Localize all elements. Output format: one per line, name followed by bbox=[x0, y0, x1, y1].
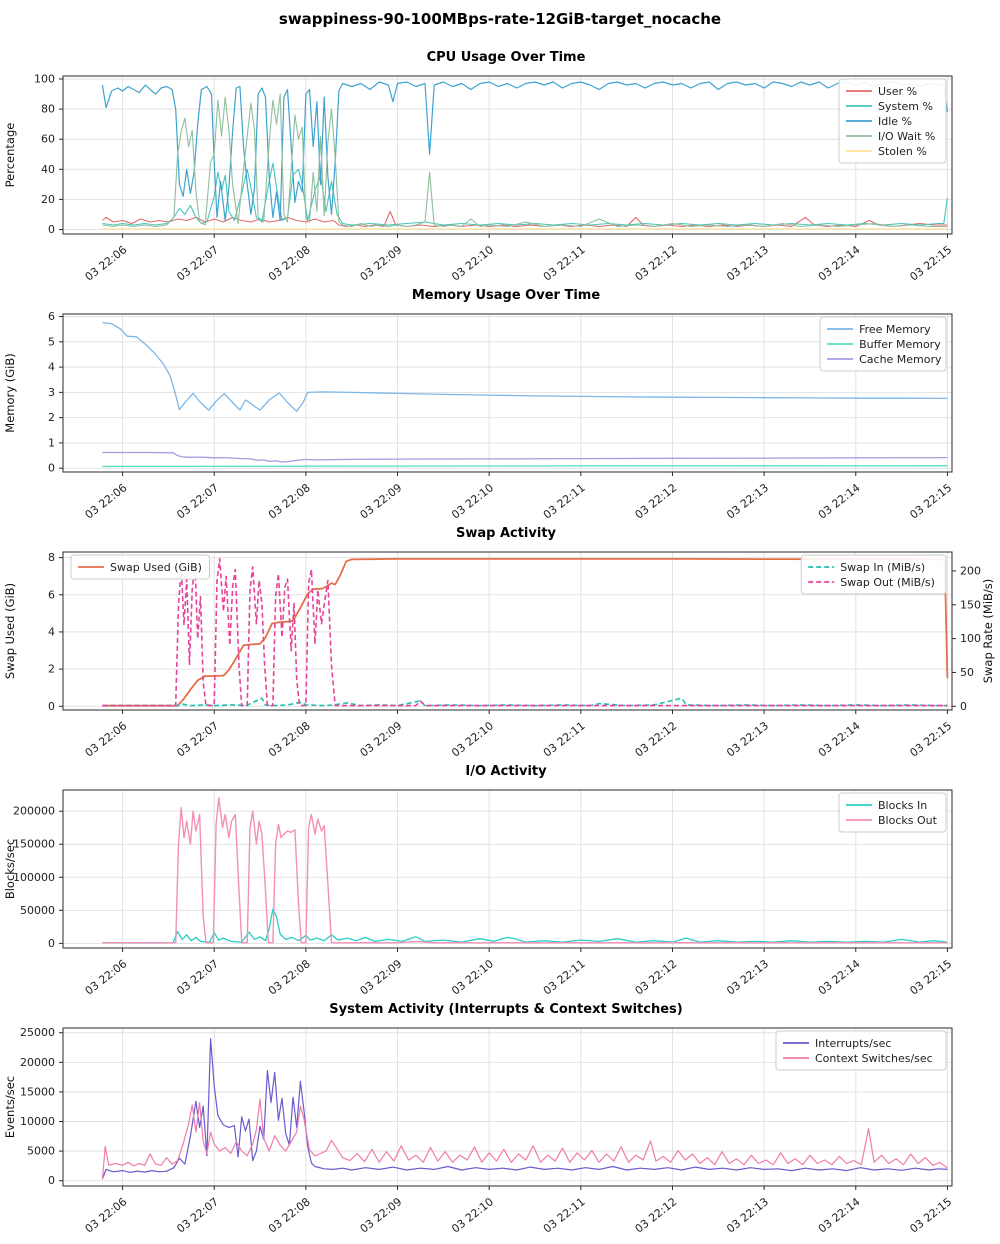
svg-text:200: 200 bbox=[960, 564, 981, 578]
svg-text:03 22:09: 03 22:09 bbox=[357, 481, 405, 522]
svg-text:03 22:11: 03 22:11 bbox=[540, 957, 588, 998]
svg-text:50: 50 bbox=[960, 665, 974, 679]
svg-text:40: 40 bbox=[41, 162, 55, 176]
system-activity-chart bbox=[0, 1002, 1000, 1240]
memory-usage-chart-title: Memory Usage Over Time bbox=[411, 288, 601, 303]
svg-text:03 22:09: 03 22:09 bbox=[357, 1195, 405, 1236]
svg-text:03 22:14: 03 22:14 bbox=[815, 719, 863, 760]
svg-text:03 22:10: 03 22:10 bbox=[449, 719, 497, 760]
svg-text:Context Switches/sec: Context Switches/sec bbox=[815, 1051, 933, 1065]
system-activity-plot bbox=[0, 1022, 1000, 1240]
svg-text:5: 5 bbox=[48, 335, 55, 349]
svg-text:User %: User % bbox=[878, 84, 918, 98]
svg-text:0: 0 bbox=[48, 461, 55, 475]
svg-text:2: 2 bbox=[48, 662, 55, 676]
svg-text:200000: 200000 bbox=[13, 804, 55, 818]
svg-text:Percentage: Percentage bbox=[3, 122, 17, 188]
svg-text:Interrupts/sec: Interrupts/sec bbox=[815, 1036, 892, 1050]
svg-text:03 22:09: 03 22:09 bbox=[357, 957, 405, 998]
svg-text:Swap Out (MiB/s): Swap Out (MiB/s) bbox=[840, 575, 935, 589]
cpu-usage-chart-title: CPU Usage Over Time bbox=[426, 50, 586, 65]
svg-text:03 22:15: 03 22:15 bbox=[907, 1195, 955, 1236]
memory-usage-plot bbox=[0, 308, 1000, 526]
svg-text:03 22:06: 03 22:06 bbox=[82, 243, 130, 284]
svg-text:Events/sec: Events/sec bbox=[3, 1075, 17, 1139]
svg-text:03 22:12: 03 22:12 bbox=[632, 719, 680, 760]
io-activity-plot bbox=[0, 784, 1000, 1002]
svg-text:6: 6 bbox=[48, 588, 55, 602]
svg-text:100: 100 bbox=[34, 72, 55, 86]
svg-text:03 22:14: 03 22:14 bbox=[815, 957, 863, 998]
svg-text:03 22:13: 03 22:13 bbox=[724, 243, 771, 284]
svg-text:03 22:14: 03 22:14 bbox=[815, 243, 863, 284]
svg-text:Free Memory: Free Memory bbox=[859, 322, 931, 336]
io-activity-chart-title: I/O Activity bbox=[465, 764, 547, 779]
svg-text:03 22:14: 03 22:14 bbox=[815, 1195, 863, 1236]
svg-text:100: 100 bbox=[960, 632, 981, 646]
svg-text:03 22:12: 03 22:12 bbox=[632, 481, 680, 522]
svg-text:Blocks Out: Blocks Out bbox=[878, 813, 937, 827]
svg-text:03 22:10: 03 22:10 bbox=[449, 481, 497, 522]
svg-text:03 22:06: 03 22:06 bbox=[82, 481, 130, 522]
svg-text:03 22:15: 03 22:15 bbox=[907, 481, 955, 522]
svg-text:1: 1 bbox=[48, 436, 55, 450]
cpu-usage-plot bbox=[0, 70, 1000, 288]
svg-text:03 22:07: 03 22:07 bbox=[174, 957, 222, 998]
svg-text:4: 4 bbox=[48, 360, 55, 374]
svg-text:System %: System % bbox=[878, 99, 933, 113]
svg-text:60: 60 bbox=[41, 132, 55, 146]
svg-text:03 22:07: 03 22:07 bbox=[174, 243, 222, 284]
svg-text:03 22:11: 03 22:11 bbox=[540, 243, 588, 284]
svg-text:4: 4 bbox=[48, 625, 55, 639]
svg-text:15000: 15000 bbox=[20, 1085, 55, 1099]
svg-text:Swap In (MiB/s): Swap In (MiB/s) bbox=[840, 560, 926, 574]
svg-text:80: 80 bbox=[41, 102, 55, 116]
svg-text:0: 0 bbox=[48, 699, 55, 713]
svg-text:03 22:15: 03 22:15 bbox=[907, 957, 955, 998]
svg-text:100000: 100000 bbox=[13, 870, 55, 884]
cpu-usage-chart bbox=[0, 50, 1000, 288]
svg-text:Cache Memory: Cache Memory bbox=[859, 352, 942, 366]
svg-text:03 22:08: 03 22:08 bbox=[265, 243, 313, 284]
svg-text:03 22:07: 03 22:07 bbox=[174, 1195, 222, 1236]
svg-text:Swap Used (GiB): Swap Used (GiB) bbox=[110, 560, 202, 574]
svg-text:Swap Used (GiB): Swap Used (GiB) bbox=[3, 582, 17, 680]
svg-text:0: 0 bbox=[48, 1174, 55, 1188]
svg-text:03 22:11: 03 22:11 bbox=[540, 481, 588, 522]
swap-activity-chart-title: Swap Activity bbox=[455, 526, 557, 541]
svg-text:03 22:13: 03 22:13 bbox=[724, 1195, 771, 1236]
svg-text:5000: 5000 bbox=[27, 1144, 55, 1158]
svg-text:25000: 25000 bbox=[20, 1026, 55, 1040]
svg-text:0: 0 bbox=[48, 936, 55, 950]
svg-text:03 22:06: 03 22:06 bbox=[82, 719, 130, 760]
svg-text:03 22:10: 03 22:10 bbox=[449, 243, 497, 284]
svg-text:Idle %: Idle % bbox=[878, 114, 912, 128]
svg-text:50000: 50000 bbox=[20, 903, 55, 917]
svg-text:03 22:08: 03 22:08 bbox=[265, 1195, 313, 1236]
svg-text:Stolen %: Stolen % bbox=[878, 144, 927, 158]
svg-text:03 22:10: 03 22:10 bbox=[449, 957, 497, 998]
svg-text:03 22:10: 03 22:10 bbox=[449, 1195, 497, 1236]
svg-text:03 22:12: 03 22:12 bbox=[632, 243, 680, 284]
figure-title: swappiness-90-100MBps-rate-12GiB-target_nocache bbox=[278, 10, 722, 28]
svg-text:20: 20 bbox=[41, 192, 55, 206]
svg-text:03 22:11: 03 22:11 bbox=[540, 719, 588, 760]
svg-text:03 22:09: 03 22:09 bbox=[357, 243, 405, 284]
svg-text:20000: 20000 bbox=[20, 1055, 55, 1069]
svg-text:I/O Wait %: I/O Wait % bbox=[878, 129, 936, 143]
system-activity-chart-title: System Activity (Interrupts & Context Switches) bbox=[329, 1002, 683, 1017]
svg-text:0: 0 bbox=[48, 222, 55, 236]
svg-text:03 22:15: 03 22:15 bbox=[907, 243, 955, 284]
memory-usage-chart bbox=[0, 288, 1000, 526]
svg-text:Blocks In: Blocks In bbox=[878, 798, 928, 812]
swap-activity-plot bbox=[0, 546, 1000, 764]
svg-text:150000: 150000 bbox=[13, 837, 55, 851]
svg-text:6: 6 bbox=[48, 310, 55, 324]
svg-text:03 22:08: 03 22:08 bbox=[265, 719, 313, 760]
svg-text:0: 0 bbox=[960, 699, 967, 713]
svg-text:03 22:07: 03 22:07 bbox=[174, 481, 222, 522]
svg-text:Blocks/sec: Blocks/sec bbox=[3, 838, 17, 900]
svg-text:03 22:08: 03 22:08 bbox=[265, 481, 313, 522]
svg-text:2: 2 bbox=[48, 411, 55, 425]
svg-text:03 22:09: 03 22:09 bbox=[357, 719, 405, 760]
swap-activity-chart bbox=[0, 526, 1000, 764]
svg-text:3: 3 bbox=[48, 385, 55, 399]
svg-text:03 22:13: 03 22:13 bbox=[724, 719, 771, 760]
svg-text:Buffer Memory: Buffer Memory bbox=[859, 337, 941, 351]
svg-text:150: 150 bbox=[960, 598, 981, 612]
svg-text:03 22:08: 03 22:08 bbox=[265, 957, 313, 998]
svg-text:03 22:12: 03 22:12 bbox=[632, 957, 680, 998]
svg-text:03 22:13: 03 22:13 bbox=[724, 481, 771, 522]
svg-text:03 22:15: 03 22:15 bbox=[907, 719, 955, 760]
io-activity-chart bbox=[0, 764, 1000, 1002]
svg-text:03 22:12: 03 22:12 bbox=[632, 1195, 680, 1236]
svg-text:03 22:06: 03 22:06 bbox=[82, 1195, 130, 1236]
svg-text:03 22:11: 03 22:11 bbox=[540, 1195, 588, 1236]
svg-text:8: 8 bbox=[48, 551, 55, 565]
svg-text:03 22:06: 03 22:06 bbox=[82, 957, 130, 998]
svg-text:Memory (GiB): Memory (GiB) bbox=[3, 353, 17, 433]
svg-text:Swap Rate (MiB/s): Swap Rate (MiB/s) bbox=[981, 578, 995, 684]
svg-text:03 22:13: 03 22:13 bbox=[724, 957, 771, 998]
svg-text:03 22:07: 03 22:07 bbox=[174, 719, 222, 760]
svg-text:10000: 10000 bbox=[20, 1114, 55, 1128]
svg-text:03 22:14: 03 22:14 bbox=[815, 481, 863, 522]
